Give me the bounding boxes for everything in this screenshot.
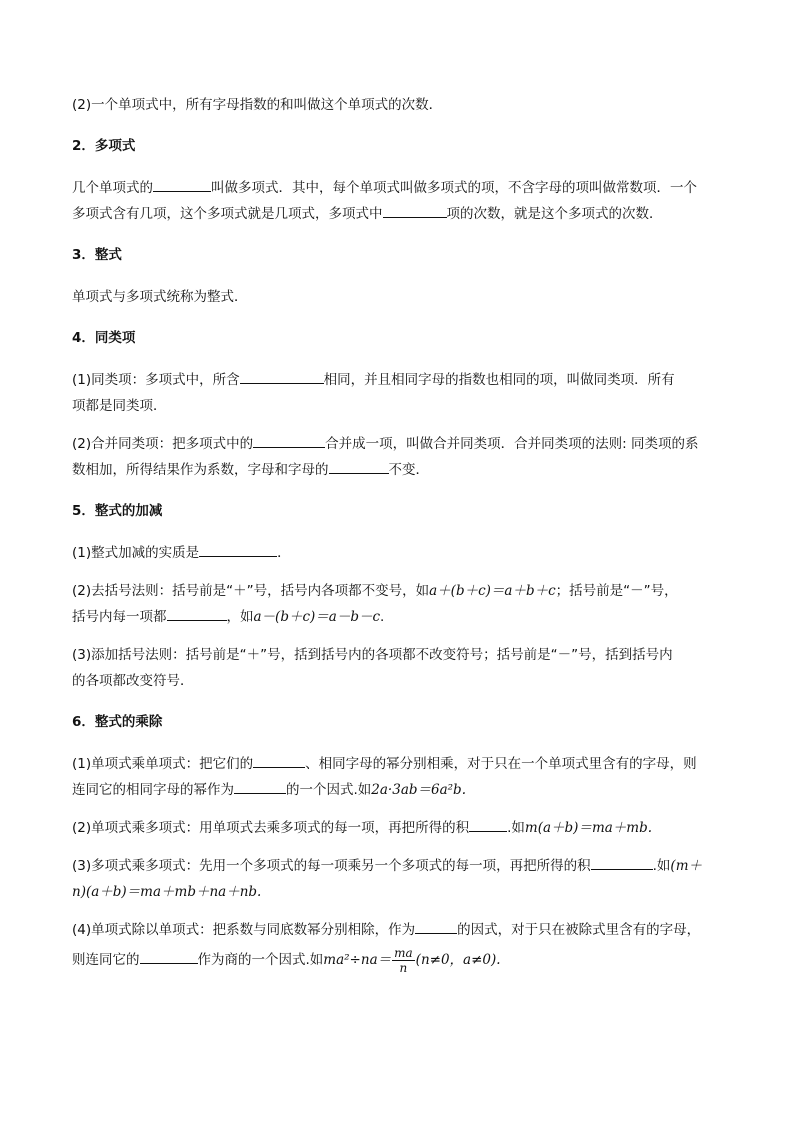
fill-blank[interactable] (167, 606, 227, 621)
fill-blank[interactable] (153, 177, 211, 192)
s6-text: 、相同字母的幂分别相乘，对于只在一个单项式里含有的字母，则 (305, 756, 697, 772)
section-4-paragraph-1 (72, 367, 724, 419)
section-3-heading: 3．整式 (72, 247, 122, 263)
s5-text: (1)整式加减的实质是 (72, 545, 200, 561)
math-expression: (m＋ (670, 858, 702, 874)
section-5-paragraph-2 (72, 578, 724, 630)
math-expression: m(a＋b)＝ma＋mb. (524, 820, 653, 836)
fraction-numerator: ma (394, 945, 413, 960)
s5-text: ，如 (226, 609, 254, 625)
s4-text: 项都是同类项． (72, 398, 167, 414)
section-4-heading: 4．同类项 (72, 330, 136, 346)
s4-text: 数相加，所得结果作为系数，字母和字母的 (72, 462, 329, 478)
s6-text: 作为商的一个因式.如 (197, 952, 324, 968)
s6-text: .如 (507, 820, 525, 836)
section-5-heading: 5．整式的加减 (72, 503, 163, 519)
intro-paragraph (72, 92, 724, 118)
section-3-paragraph: 单项式与多项式统称为整式． (72, 289, 248, 305)
s2-text-b: 叫做多项式．其中，每个单项式叫做多项式的项，不含字母的项叫做常数项．一个 (211, 180, 697, 196)
fill-blank[interactable] (234, 779, 286, 794)
fill-blank[interactable] (199, 542, 277, 557)
section-6-paragraph-2 (72, 815, 724, 841)
section-2-heading: 2．多项式 (72, 138, 136, 154)
s5-text: (3)添加括号法则：括号前是“＋”号，括到括号内的各项都不改变符号；括号前是“－”号，括到括号内 (72, 647, 673, 663)
s5-text: 括号内每一项都 (72, 609, 167, 625)
s6-text: (4)单项式除以单项式：把系数与同底数幂分别相除，作为 (72, 922, 416, 938)
s5-text: ． (277, 545, 291, 561)
s2-text-d: 项的次数，就是这个多项式的次数． (446, 206, 663, 222)
math-expression: n)(a＋b)＝ma＋mb＋na＋nb. (72, 884, 262, 900)
s6-text: (2)单项式乘多项式：用单项式去乘多项式的每一项，再把所得的积 (72, 820, 470, 836)
s6-text: 则连同它的 (72, 952, 140, 968)
s4-text: 合并成一项，叫做合并同类项．合并同类项的法则: 同类项的系 (325, 436, 699, 452)
section-4-paragraph-2 (72, 431, 724, 483)
section-6-paragraph-1 (72, 751, 724, 803)
s5-text: 的各项都改变符号． (72, 673, 194, 689)
fill-blank[interactable] (253, 753, 305, 768)
s5-text: (2)去括号法则：括号前是“＋”号，括号内各项都不变号，如 (72, 583, 430, 599)
fill-blank[interactable] (591, 855, 653, 870)
s6-text: .如 (652, 858, 671, 874)
math-expression: a＋(b＋c)＝a＋b＋c (429, 583, 556, 599)
fill-blank[interactable] (140, 949, 198, 964)
fill-blank[interactable] (240, 369, 324, 384)
s5-text: . (380, 609, 385, 625)
s5-text: ；括号前是“－”号， (555, 583, 678, 599)
s4-text: (1)同类项：多项式中，所含 (72, 372, 240, 388)
fill-blank[interactable] (253, 433, 325, 448)
math-expression: 2a·3ab＝6a²b. (371, 782, 466, 798)
s2-text-a: 几个单项式的 (72, 180, 153, 196)
s2-text-c: 多项式含有几项，这个多项式就是几项式，多项式中 (72, 206, 383, 222)
document-page (72, 92, 724, 989)
s4-text: 相同，并且相同字母的指数也相同的项，叫做同类项．所有 (323, 372, 675, 388)
fill-blank[interactable] (469, 817, 507, 832)
math-expression: ma²÷na＝ (323, 952, 392, 968)
section-6-paragraph-3 (72, 853, 724, 905)
s6-text: 的一个因式.如 (286, 782, 372, 798)
math-expression: (n≠0，a≠0). (415, 952, 501, 968)
fill-blank[interactable] (415, 919, 457, 934)
math-expression: a－(b＋c)＝a－b－c (253, 609, 381, 625)
fill-blank[interactable] (383, 203, 447, 218)
section-2-paragraph (72, 175, 724, 227)
s6-text: 的因式，对于只在被除式里含有的字母， (457, 922, 701, 938)
fraction (392, 946, 415, 975)
fraction-denominator: n (399, 960, 408, 975)
s6-text: (3)多项式乘多项式：先用一个多项式的每一项乘另一个多项式的每一项，再把所得的积 (72, 858, 591, 874)
intro-text: (2)一个单项式中，所有字母指数的和叫做这个单项式的次数． (72, 97, 443, 113)
s4-text: (2)合并同类项：把多项式中的 (72, 436, 254, 452)
fill-blank[interactable] (329, 459, 389, 474)
section-6-paragraph-4 (72, 917, 724, 977)
s6-text: (1)单项式乘单项式：把它们的 (72, 756, 254, 772)
section-6-heading: 6．整式的乘除 (72, 714, 163, 730)
s4-text: 不变． (388, 462, 429, 478)
s6-text: 连同它的相同字母的幂作为 (72, 782, 234, 798)
section-5-paragraph-1 (72, 540, 724, 566)
section-5-paragraph-3 (72, 642, 724, 694)
